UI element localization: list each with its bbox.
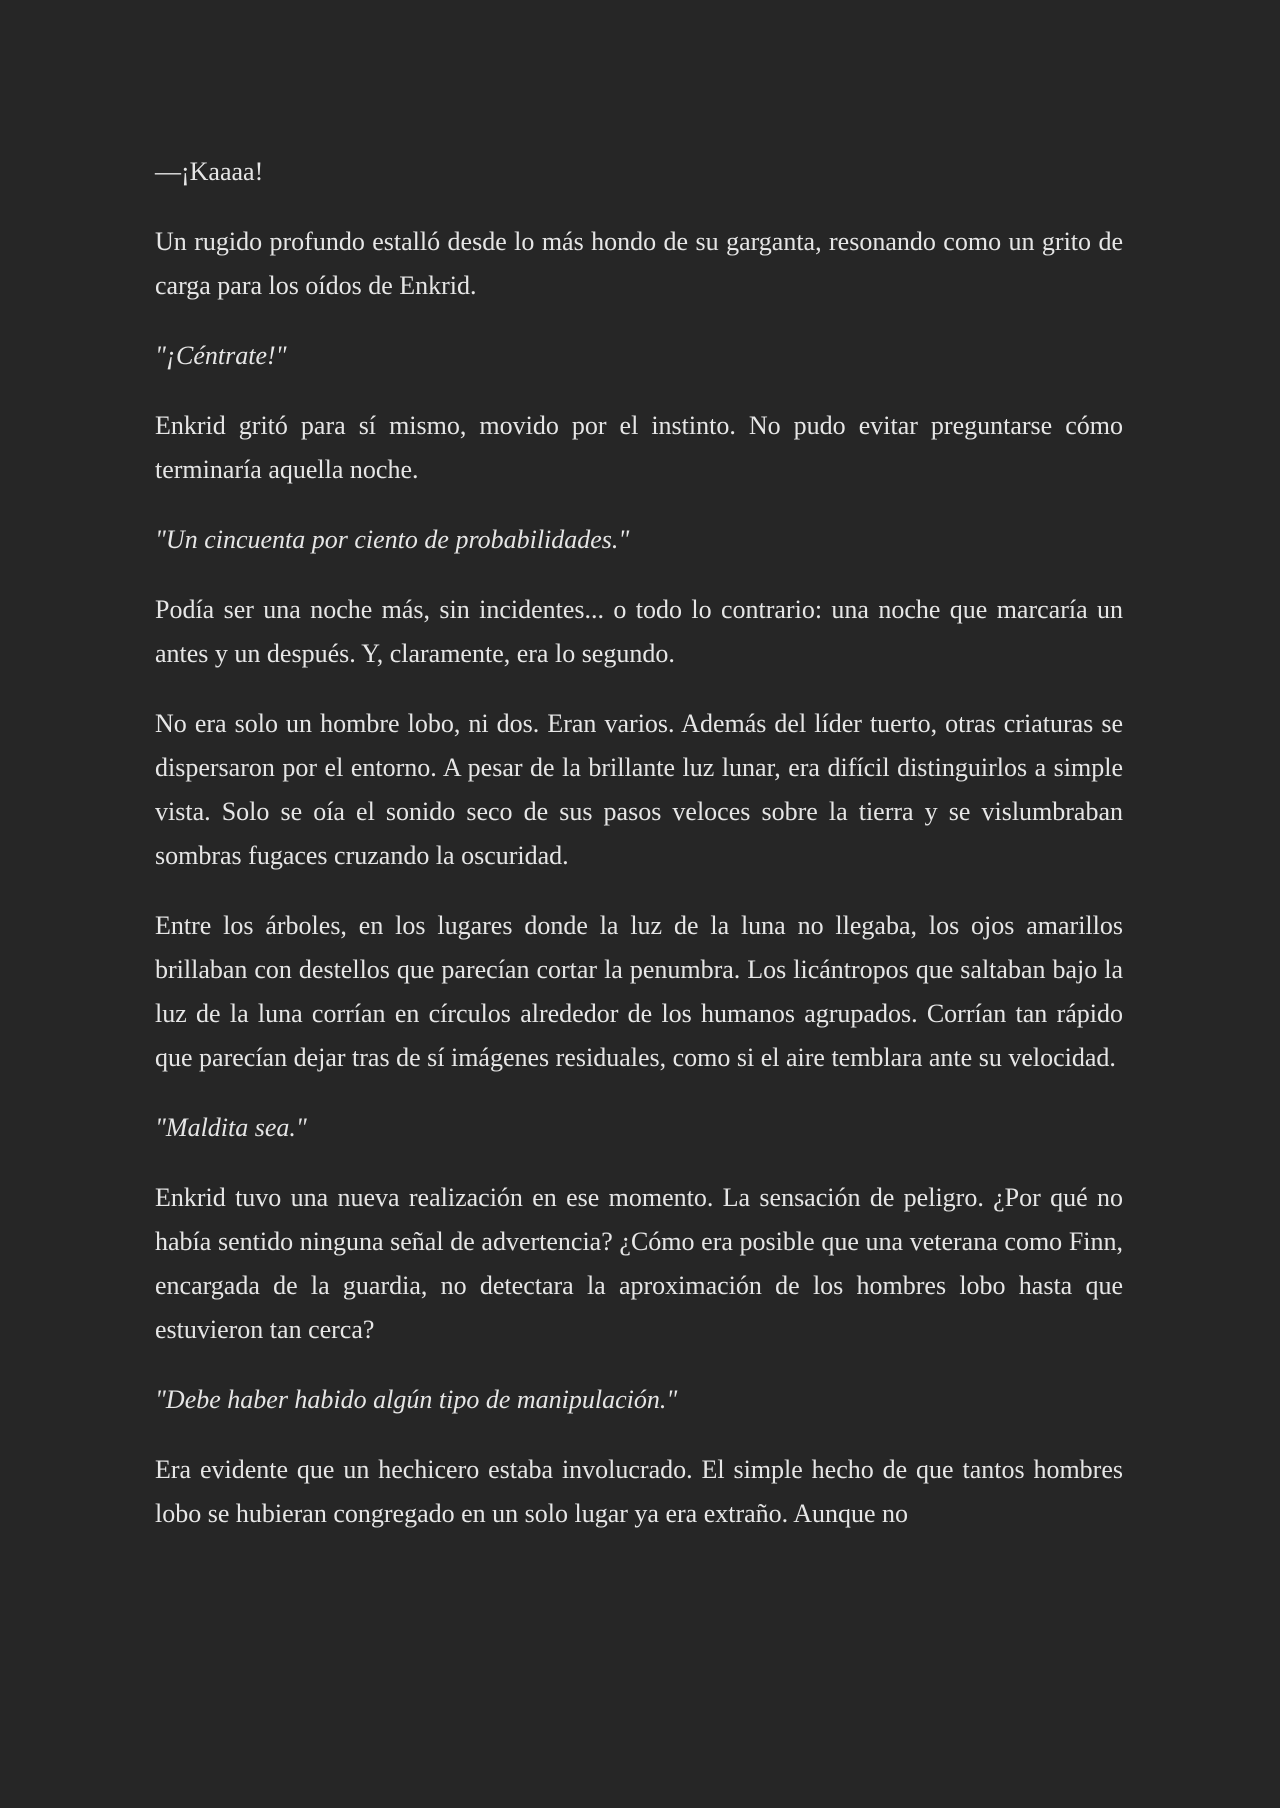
paragraph-6: Entre los árboles, en los lugares donde la luz de la luna no llegaba, los ojos amarillos brillaban con destellos que parecían cortar la penumbra. Los licántropos que saltaban bajo la luz de la luna corrían en círculos alrededor de los humanos agrupados. Corrían tan rápido que parecían dejar tras de sí imágenes residuales, como si el aire temblara ante su velocidad. [155, 911, 1123, 1072]
thought-4: "Debe haber habido algún tipo de manipulación." [155, 1385, 678, 1414]
paragraph-5: No era solo un hombre lobo, ni dos. Eran varios. Además del líder tuerto, otras criaturas se dispersaron por el entorno. A pesar de la brillante luz lunar, era difícil distinguirlos a simple vista. Solo se oía el sonido seco de sus pasos veloces sobre la tierra y se vislumbraban sombras fugaces cruzando la oscuridad. [155, 709, 1123, 870]
thought-2: "Un cincuenta por ciento de probabilidades." [155, 525, 630, 554]
paragraph-2: Un rugido profundo estalló desde lo más hondo de su garganta, resonando como un grito de carga para los oídos de Enkrid. [155, 227, 1123, 300]
reading-page [155, 150, 1123, 1562]
thought-1: "¡Céntrate!" [155, 341, 287, 370]
paragraph-7: Enkrid tuvo una nueva realización en ese momento. La sensación de peligro. ¿Por qué no había sentido ninguna señal de advertencia? ¿Cómo era posible que una veterana como Finn, encargada de la guardia, no detectara la aproximación de los hombres lobo hasta que estuvieron tan cerca? [155, 1183, 1123, 1344]
paragraph-4: Podía ser una noche más, sin incidentes... o todo lo contrario: una noche que marcaría un antes y un después. Y, claramente, era lo segundo. [155, 595, 1123, 668]
paragraph-8: Era evidente que un hechicero estaba involucrado. El simple hecho de que tantos hombres lobo se hubieran congregado en un solo lugar ya era extraño. Aunque no [155, 1455, 1123, 1528]
thought-3: "Maldita sea." [155, 1113, 307, 1142]
paragraph-1: —¡Kaaaa! [155, 157, 264, 186]
paragraph-3: Enkrid gritó para sí mismo, movido por el instinto. No pudo evitar preguntarse cómo terminaría aquella noche. [155, 411, 1123, 484]
